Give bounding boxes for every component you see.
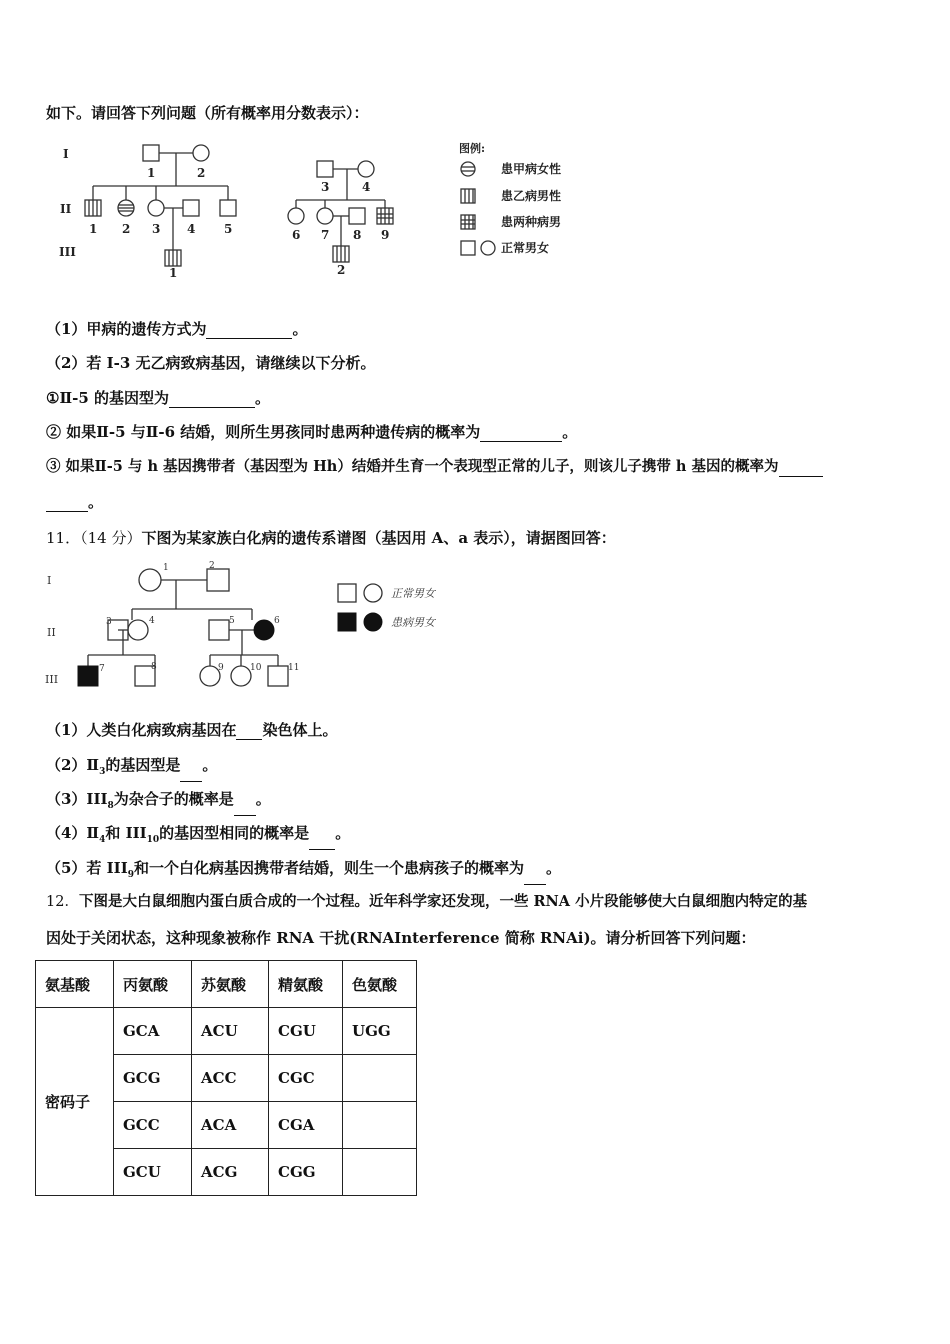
q12-text-line2: 因处于关闭状态，这种现象被称作 RNA 干扰(RNAInterference 简称 RNAi)。请分析回答下列问题： [46, 929, 756, 947]
table-header: 色氨酸 [343, 961, 417, 1008]
table-cell: GCG [114, 1055, 192, 1102]
gen-label-2: II [60, 202, 72, 216]
ind-label: 3 [106, 617, 112, 627]
ind-label: 2 [122, 222, 131, 236]
legend-item: 正常男女 [501, 241, 550, 255]
ind-label: 2 [337, 263, 346, 277]
gen-label-1: I [63, 147, 69, 161]
ind-label: 4 [187, 222, 196, 236]
legend-title: 图例: [459, 142, 486, 155]
table-cell: GCU [114, 1149, 192, 1196]
table-cell: CGC [269, 1055, 343, 1102]
table-cell: CGA [269, 1102, 343, 1149]
legend-item: 患甲病女性 [501, 162, 562, 176]
codon-table [35, 960, 417, 1196]
table-header: 精氨酸 [269, 961, 343, 1008]
table-cell: ACA [192, 1102, 269, 1149]
row-label: 密码子 [36, 1008, 114, 1196]
ind-label: 2 [209, 561, 215, 571]
q11-part3: $(3)III_8$为杂合子的概率是 。 [46, 789, 271, 816]
intro-text: 如下。请回答下列问题（所有概率用分数表示）： [46, 104, 369, 122]
q10-part2-sub3: ③ 如果Ⅱ-5 与 h 基因携带者（基因型为 Hh）结婚并生育一个表现型正常的儿子，则该儿子携带 h 基因的概率为 [46, 457, 823, 477]
ind-label: 5 [224, 222, 233, 236]
pedigree-diagram-1 [55, 138, 615, 278]
q11-part5: （5）若 $III_9$和一个白化病基因携带者结婚，则生一个患病孩子的概率为 。 [46, 858, 561, 885]
table-cell: GCC [114, 1102, 192, 1149]
table-header-row [36, 961, 417, 1008]
q12-text-line1: 12．下图是大白鼠细胞内蛋白质合成的一个过程。近年科学家还发现，一些 RNA 小片段能够使大白鼠细胞内特定的基 [46, 893, 808, 910]
q11-part4: $(4)Ⅱ_4$和 $III_{10}$的基因型相同的概率是 。 [46, 823, 350, 850]
ind-label: 1 [89, 222, 98, 236]
gen-label-3: III [45, 673, 59, 686]
table-row [36, 1008, 417, 1055]
ind-label: 10 [250, 663, 262, 673]
gen-label-1: I [47, 574, 52, 587]
pedigree-diagram-2 [42, 560, 462, 695]
ind-label: 5 [229, 616, 235, 626]
table-header: 氨基酸 [36, 961, 114, 1008]
q11-title: 11．（14 分）下图为某家族白化病的遗传系谱图（基因用 A、a 表示），请据图回答： [46, 529, 616, 547]
table-header: 苏氨酸 [192, 961, 269, 1008]
table-cell: CGU [269, 1008, 343, 1055]
q11-part1: （1）人类白化病致病基因在 染色体上。 [46, 721, 338, 739]
gen-label-2: II [47, 626, 56, 639]
table-cell: CGG [269, 1149, 343, 1196]
ind-label: 1 [147, 166, 156, 180]
table-cell [343, 1055, 417, 1102]
ind-label: 3 [321, 180, 330, 194]
ind-label: 3 [152, 222, 161, 236]
ind-label: 4 [149, 616, 155, 626]
ind-label: 7 [99, 664, 105, 674]
table-cell: ACU [192, 1008, 269, 1055]
q10-part2-sub3-cont: 。 [46, 492, 103, 512]
table-cell: ACC [192, 1055, 269, 1102]
table-cell: UGG [343, 1008, 417, 1055]
legend-item: 患两种病男 [501, 215, 562, 229]
legend-affected: 患病男女 [391, 616, 435, 629]
ind-label: 9 [381, 228, 390, 242]
q10-part1: （1）甲病的遗传方式为 。 [46, 320, 308, 338]
ind-label: 4 [362, 180, 371, 194]
ind-label: 6 [274, 616, 280, 626]
legend-normal: 正常男女 [391, 587, 435, 600]
gen-label-3: III [59, 245, 76, 259]
ind-label: 7 [321, 228, 330, 242]
ind-label: 1 [169, 266, 178, 278]
ind-label: 1 [163, 563, 169, 573]
table-header: 丙氨酸 [114, 961, 192, 1008]
table-cell [343, 1149, 417, 1196]
ind-label: 2 [197, 166, 206, 180]
q10-part2-sub1: ①Ⅱ-5 的基因型为 。 [46, 389, 270, 407]
table-cell [343, 1102, 417, 1149]
table-cell: GCA [114, 1008, 192, 1055]
q11-part2: $(2)Ⅱ_3$的基因型是 。 [46, 755, 217, 782]
q10-part2: （2）若 I-3 无乙病致病基因，请继续以下分析。 [46, 354, 376, 372]
ind-label: 9 [218, 663, 224, 673]
ind-label: 8 [353, 228, 362, 242]
ind-label: 6 [292, 228, 301, 242]
ind-label: 11 [288, 663, 300, 673]
q10-part2-sub2: ② 如果Ⅱ-5 与Ⅱ-6 结婚，则所生男孩同时患两种遗传病的概率为 。 [46, 423, 578, 441]
ind-label: 8 [151, 662, 157, 672]
table-cell: ACG [192, 1149, 269, 1196]
legend-item: 患乙病男性 [501, 189, 562, 203]
